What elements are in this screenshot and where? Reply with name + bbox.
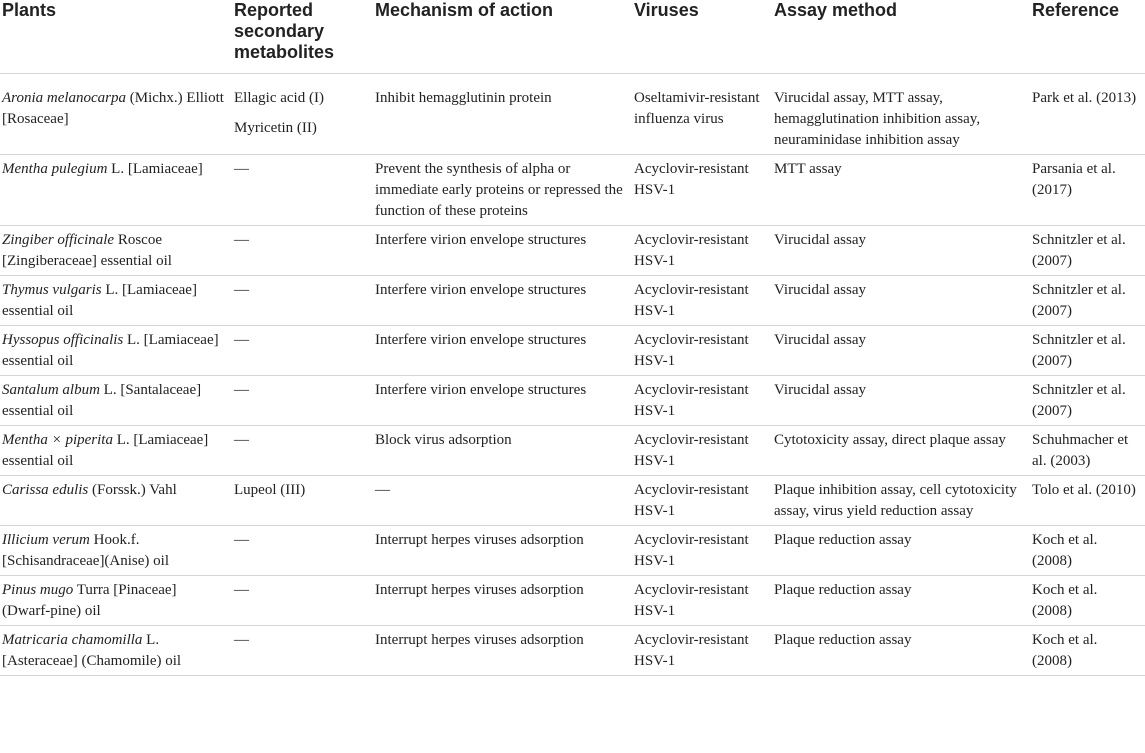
table-row: [0, 426, 1145, 476]
plant-cell: [0, 626, 232, 676]
viruses-cell: Acyclovir-resistant HSV-1: [634, 632, 749, 669]
plant-species-name: Zingiber officinale: [2, 232, 115, 248]
plant-cell: [0, 576, 232, 626]
header-secondary-metabolites: Reported secondary metabolites: [234, 0, 335, 62]
plant-species-name: Mentha pulegium: [2, 161, 108, 177]
plant-authority: L. [Lamiaceae]: [107, 161, 203, 177]
metabolites-cell: [232, 476, 373, 526]
plant-species-name: Hyssopus officinalis: [2, 332, 124, 348]
viruses-cell: Acyclovir-resistant HSV-1: [634, 432, 749, 469]
viruses-cell: Acyclovir-resistant HSV-1: [634, 232, 749, 269]
mechanism-cell: Interrupt herpes viruses adsorption: [375, 632, 584, 648]
plant-authority: (Forssk.) Vahl: [88, 482, 177, 498]
table-row: [0, 576, 1145, 626]
plant-authority: L. [Lamiaceae] essential oil: [2, 332, 219, 369]
metabolites-cell: [232, 155, 373, 226]
plant-authority: L. [Lamiaceae] essential oil: [2, 432, 209, 469]
metabolites-cell: [232, 74, 373, 155]
table-row: [0, 526, 1145, 576]
metabolites-cell: [232, 376, 373, 426]
mechanism-cell: Interrupt herpes viruses adsorption: [375, 582, 584, 598]
reference-cell: Schnitzler et al. (2007): [1032, 232, 1126, 269]
metabolite-item: Ellagic acid (I): [234, 90, 324, 106]
header-mechanism: Mechanism of action: [375, 0, 554, 20]
reference-cell: Koch et al. (2008): [1032, 632, 1098, 669]
plant-authority: (Michx.) Elliott [Rosaceae]: [2, 90, 224, 127]
metabolite-item: —: [234, 532, 249, 548]
viruses-cell: Acyclovir-resistant HSV-1: [634, 532, 749, 569]
plant-cell: [0, 476, 232, 526]
viruses-cell: Acyclovir-resistant HSV-1: [634, 582, 749, 619]
reference-cell: Tolo et al. (2010): [1032, 482, 1136, 498]
plant-cell: [0, 376, 232, 426]
plant-species-name: Matricaria chamomilla: [2, 632, 143, 648]
metabolite-item: —: [234, 282, 249, 298]
metabolite-item: —: [234, 161, 249, 177]
viruses-cell: Acyclovir-resistant HSV-1: [634, 482, 749, 519]
table-row: [0, 276, 1145, 326]
reference-cell: Koch et al. (2008): [1032, 532, 1098, 569]
assay-method-cell: Cytotoxicity assay, direct plaque assay: [774, 432, 1006, 448]
plant-species-name: Thymus vulgaris: [2, 282, 102, 298]
header-viruses: Viruses: [634, 0, 699, 20]
viruses-cell: Acyclovir-resistant HSV-1: [634, 282, 749, 319]
plant-cell: [0, 426, 232, 476]
viruses-cell: Acyclovir-resistant HSV-1: [634, 382, 749, 419]
reference-cell: Parsania et al. (2017): [1032, 161, 1116, 198]
viruses-cell: Acyclovir-resistant HSV-1: [634, 332, 749, 369]
assay-method-cell: Plaque reduction assay: [774, 532, 912, 548]
mechanism-cell: Inhibit hemagglutinin protein: [375, 90, 552, 106]
assay-method-cell: Virucidal assay: [774, 382, 866, 398]
plant-species-name: Aronia melanocarpa: [2, 90, 127, 106]
plant-species-name: Pinus mugo: [2, 582, 74, 598]
header-reference: Reference: [1032, 0, 1120, 20]
table-row: [0, 626, 1145, 676]
plant-authority: L. [Asteraceae] (Chamomile) oil: [2, 632, 182, 669]
assay-method-cell: Virucidal assay: [774, 332, 866, 348]
metabolites-cell: [232, 526, 373, 576]
assay-method-cell: Virucidal assay: [774, 282, 866, 298]
assay-method-cell: Plaque reduction assay: [774, 582, 912, 598]
metabolites-cell: [232, 626, 373, 676]
metabolite-item: —: [234, 582, 249, 598]
plant-authority: L. [Santalaceae] essential oil: [2, 382, 202, 419]
plant-cell: [0, 74, 232, 155]
plant-species-name: Santalum album: [2, 382, 100, 398]
mechanism-cell: Block virus adsorption: [375, 432, 512, 448]
table-header-row: [0, 0, 1145, 74]
metabolite-item: —: [234, 232, 249, 248]
plant-species-name: Mentha × piperita: [2, 432, 113, 448]
mechanism-cell: —: [375, 482, 390, 498]
reference-cell: Schnitzler et al. (2007): [1032, 332, 1126, 369]
plant-authority: Hook.f. [Schisandraceae](Anise) oil: [2, 532, 170, 569]
plant-authority: Roscoe [Zingiberaceae] essential oil: [2, 232, 172, 269]
table-row: [0, 476, 1145, 526]
assay-method-cell: Virucidal assay, MTT assay, hemagglutination inhibition assay, neuraminidase inhibition assay: [774, 90, 981, 148]
table-row: [0, 376, 1145, 426]
table-row: [0, 155, 1145, 226]
viruses-cell: Oseltamivir-resistant influenza virus: [634, 90, 760, 127]
metabolite-item: —: [234, 432, 249, 448]
mechanism-cell: Interfere virion envelope structures: [375, 232, 587, 248]
mechanism-cell: Interfere virion envelope structures: [375, 332, 587, 348]
plant-species-name: Carissa edulis: [2, 482, 89, 498]
assay-method-cell: Plaque reduction assay: [774, 632, 912, 648]
mechanism-cell: Interfere virion envelope structures: [375, 382, 587, 398]
reference-cell: Schnitzler et al. (2007): [1032, 382, 1126, 419]
assay-method-cell: Plaque inhibition assay, cell cytotoxicity assay, virus yield reduction assay: [774, 482, 1017, 519]
metabolites-cell: [232, 326, 373, 376]
reference-cell: Schnitzler et al. (2007): [1032, 282, 1126, 319]
plant-cell: [0, 526, 232, 576]
mechanism-cell: Interrupt herpes viruses adsorption: [375, 532, 584, 548]
table-row: [0, 74, 1145, 155]
reference-cell: Park et al. (2013): [1032, 90, 1137, 106]
metabolite-item: Lupeol (III): [234, 482, 306, 498]
header-plants: Plants: [2, 0, 57, 20]
assay-method-cell: MTT assay: [774, 161, 842, 177]
header-assay-method: Assay method: [774, 0, 898, 20]
metabolite-item: —: [234, 332, 249, 348]
viruses-cell: Acyclovir-resistant HSV-1: [634, 161, 749, 198]
table-row: [0, 326, 1145, 376]
plant-cell: [0, 326, 232, 376]
metabolites-cell: [232, 226, 373, 276]
plant-cell: [0, 155, 232, 226]
reference-cell: Schuhmacher et al. (2003): [1032, 432, 1129, 469]
metabolite-item: —: [234, 382, 249, 398]
mechanism-cell: Prevent the synthesis of alpha or immediate early proteins or repressed the function of these proteins: [375, 161, 623, 219]
plant-authority: L. [Lamiaceae] essential oil: [2, 282, 197, 319]
metabolite-item: Myricetin (II): [234, 120, 317, 136]
assay-method-cell: Virucidal assay: [774, 232, 866, 248]
plant-authority: Turra [Pinaceae] (Dwarf-pine) oil: [2, 582, 177, 619]
table-row: [0, 226, 1145, 276]
plant-species-name: Illicium verum: [2, 532, 90, 548]
metabolite-item: —: [234, 632, 249, 648]
metabolites-cell: [232, 426, 373, 476]
plant-cell: [0, 276, 232, 326]
table-body: [0, 74, 1145, 676]
mechanism-cell: Interfere virion envelope structures: [375, 282, 587, 298]
reference-cell: Koch et al. (2008): [1032, 582, 1098, 619]
metabolites-cell: [232, 576, 373, 626]
metabolites-cell: [232, 276, 373, 326]
plant-cell: [0, 226, 232, 276]
